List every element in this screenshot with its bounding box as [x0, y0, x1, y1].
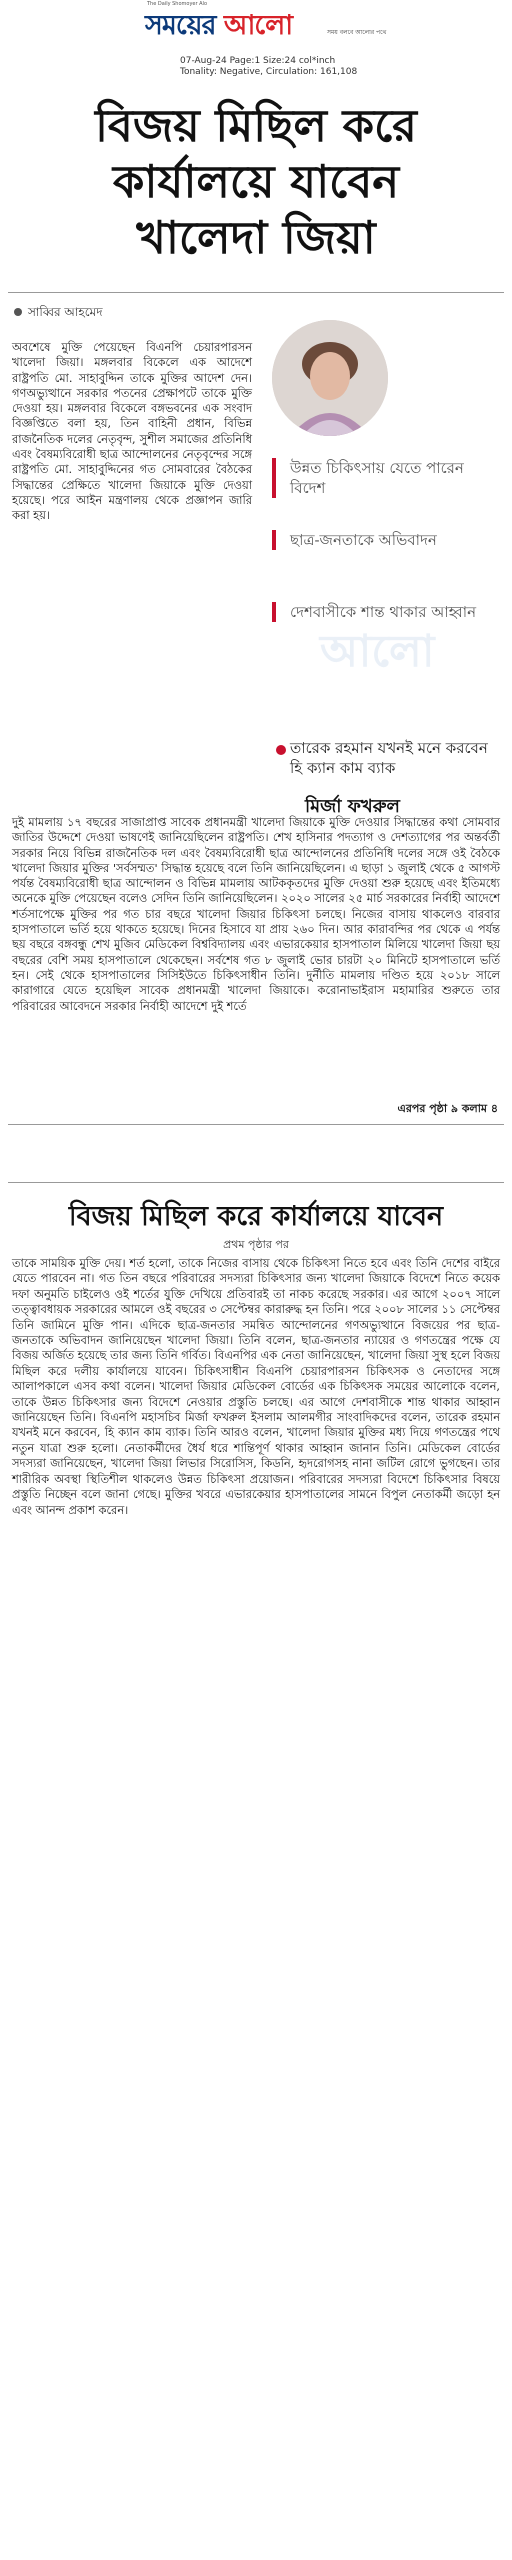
- clipping-meta: [180, 56, 357, 78]
- continued-from: প্রথম পৃষ্ঠার পর: [223, 1238, 289, 1251]
- masthead: [0, 0, 512, 52]
- article-body-part-1: অবশেষে মুক্তি পেয়েছেন বিএনপি চেয়ারপারসন খালেদা জিয়া। মঙ্গলবার বিকেলে এক আদেশে রাষ্ট্রপতি মো. সাহাবুদ্দিন তাকে মুক্তির আদেশ দেন। গণঅভ্যুত্থানে সরকার পতনের প্রেক্ষাপটে তাকে মুক্তি দেওয়া হয়। মঙ্গলবার বিকেলে বঙ্গভবনের এক সংবাদ বিজ্ঞপ্তিতে বলা হয়, তিন বাহিনী প্রধান, বিভিন্ন রাজনৈতিক দলের নেতৃবৃন্দ, সুশীল সমাজের প্রতিনিধি এবং বৈষম্যবিরোধী ছাত্র আন্দোলনের নেতৃবৃন্দের সঙ্গে রাষ্ট্রপতি মো. সাহাবুদ্দিনের গত সোমবারের বৈঠকের সিদ্ধান্তের প্রেক্ষিতে খালেদা জিয়াকে মুক্তি দেওয়া হয়েছে। পরে আইন মন্ত্রণালয় থেকে প্রজ্ঞাপন জারি করা হয়।: [12, 340, 252, 523]
- pull-quote-3: দেশবাসীকে শান্ত থাকার আহ্বান: [272, 602, 502, 622]
- pull-quote-1: উন্নত চিকিৎসায় যেতে পারেন বিদেশ: [272, 458, 502, 498]
- logo-part-2: আলো: [223, 10, 293, 41]
- headline-line-2: কার্যালয়ে যাবেন: [112, 155, 400, 208]
- logo-subtitle: সময় বলবে আলোর পথে: [327, 29, 387, 36]
- article-page9: তাকে সাময়িক মুক্তি দেয়। শর্ত হলো, তাকে নিজের বাসায় থেকে চিকিৎসা নিতে হবে এবং তিনি দেশের বাইরে যেতে পারবেন না। গত তিন বছরে পরিবারের সদস্যরা চিকিৎসার জন্য খালেদা জিয়াকে বিদেশে নিতে কয়েক দফা অনুমতি চাইলেও ওই শর্তের যুক্তি দেখিয়ে প্রতিবারই তা নাকচ করেছে সরকার। এর আগে ২০০৭ সালে তত্ত্বাবধায়ক সরকারের আমলে ওই বছরের ৩ সেপ্টেম্বর কারারুদ্ধ হন তিনি। পরে ২০০৮ সালের ১১ সেপ্টেম্বর তিনি জামিনে মুক্তি পান। এদিকে ছাত্র-জনতার সমন্বিত আন্দোলনের গণঅভ্যুত্থানে বিজয়ের পর ছাত্র-জনতাকে অভিবাদন জানিয়েছেন খালেদা জিয়া। তিনি বলেন, ছাত্র-জনতার ন্যায়ের ও গণতন্ত্রের পক্ষে যে বিজয় অর্জিত হয়েছে তার জন্য তিনি গর্বিত। বিএনপির এক নেতা জানিয়েছেন, খালেদা জিয়া সুস্থ হলে বিজয় মিছিল করে দলীয় কার্যালয়ে যাবেন। চিকিৎসাধীন বিএনপি চেয়ারপারসন চিকিৎসক ও নেতাদের সঙ্গে আলাপকালে এসব কথা বলেন। খালেদা জিয়ার মেডিকেল বোর্ডের এক চিকিৎসক সময়ের আলোকে বলেন, তাকে উন্নত চিকিৎসার জন্য বিদেশে নেওয়ার প্রস্তুতি চলছে। এর আগে দেশবাসীকে শান্ত থাকার আহ্বান জানিয়েছেন তিনি। বিএনপি মহাসচিব মির্জা ফখরুল ইসলাম আলমগীর সাংবাদিকদের বলেন, তারেক রহমান যখনই মনে করবেন, হি ক্যান কাম ব্যাক। তিনি আরও বলেন, খালেদা জিয়ার মুক্তির মধ্য দিয়ে গণতন্ত্রের পথে নতুন যাত্রা শুরু হলো। নেতাকর্মীদের ধৈর্য ধরে শান্তিপূর্ণ থাকার আহ্বান জানান তিনি। মেডিকেল বোর্ডের সদস্যরা জানিয়েছেন, খালেদা জিয়া লিভার সিরোসিস, কিডনি, হৃদরোগসহ নানা জটিল রোগে ভুগছেন। তার শারীরিক অবস্থা স্থিতিশীল থাকলেও উন্নত চিকিৎসা প্রয়োজন। পরিবারের সদস্যরা বিদেশে চিকিৎসার বিষয়ে প্রস্তুতি নিচ্ছেন বলে জানা গেছে। মুক্তির খবরে এভারকেয়ার হাসপাতালের সামনে বিপুল নেতাকর্মী জড়ো হন এবং আনন্দ প্রকাশ করেন।: [12, 1256, 500, 1517]
- headline-line-3: খালেদা জিয়া: [136, 211, 376, 264]
- divider: [8, 292, 504, 293]
- byline: [14, 304, 103, 324]
- pull-quote-4: তারেক রহমান যখনই মনে করবেন হি ক্যান কাম ব্যাক: [290, 739, 488, 777]
- newspaper-logo: [145, 5, 292, 50]
- watermark: আলো: [320, 626, 435, 677]
- continued-note: এরপর পৃষ্ঠা ৯ কলাম ৪: [397, 1102, 498, 1115]
- meta-line-1: 07-Aug-24 Page:1 Size:24 col*inch: [180, 56, 336, 66]
- masthead-tagline: The Daily Shomoyer Alo: [147, 1, 208, 7]
- headline-line-1: বিজয় মিছিল করে: [95, 99, 417, 152]
- bullet-icon: [14, 308, 22, 316]
- portrait-photo: [272, 320, 388, 436]
- pull-quote-2: ছাত্র-জনতাকে অভিবাদন: [272, 530, 502, 550]
- author-name: সাব্বির আহমেদ: [28, 305, 103, 319]
- article-body-part-2: দুই মামলায় ১৭ বছরের সাজাপ্রাপ্ত সাবেক প্রধানমন্ত্রী খালেদা জিয়াকে মুক্তি দেওয়ার সিদ্ধান্তের কথা সোমবার জাতির উদ্দেশে দেওয়া ভাষণেই জানিয়েছিলেন রাষ্ট্রপতি। শেখ হাসিনার পদত্যাগ ও দেশত্যাগের পর অন্তর্বর্তী সরকার নিয়ে বিভিন্ন রাজনৈতিক দল এবং বৈষম্যবিরোধী ছাত্র আন্দোলনের প্রতিনিধি দলের সঙ্গে ওই বৈঠকে খালেদা জিয়ার মুক্তির 'সর্বসম্মত' সিদ্ধান্ত হয়েছে বলে তিনি জানিয়েছিলেন। এ ছাড়া ১ জুলাই থেকে ৫ আগস্ট পর্যন্ত বৈষম্যবিরোধী ছাত্র আন্দোলন ও বিভিন্ন মামলায় আটককৃতদের মুক্তি দেওয়া শুরু হয়েছে এবং ইতিমধ্যে অনেকে মুক্তি পেয়েছেন বলেও সেদিন তিনি জানিয়েছিলেন। ২০২০ সালের ২৫ মার্চ সরকারের নির্বাহী আদেশে শর্তসাপেক্ষে মুক্তির পর গত চার বছরে খালেদা জিয়ার চিকিৎসা চলছে। নিজের বাসায় থাকলেও বারবার হাসপাতালে ভর্তি হয়ে থাকতে হয়েছে। দিনের হিসাবে যা প্রায় ২৬০ দিন। আর কারাবন্দির পর থেকে এ পর্যন্ত ছয় বছরে বঙ্গবন্ধু শেখ মুজিব মেডিকেল বিশ্ববিদ্যালয় এবং এভারকেয়ার হাসপাতাল মিলিয়ে খালেদা জিয়া ছয় বছরের বেশি সময় হাসপাতালে থেকেছেন। সর্বশেষ গত ৮ জুলাই ভোর চারটা ২০ মিনিটে হাসপাতালে ভর্তি হন। সেই থেকে হাসপাতালের সিসিইউতে চিকিৎসাধীন তিনি। দুর্নীতি মামলায় দণ্ডিত হয়ে ২০১৮ সালে কারাগারে যেতে হয়েছিল সাবেক প্রধানমন্ত্রী খালেদা জিয়াকে। করোনাভাইরাস মহামারির শুরুতে তার পরিবারের আবেদনে সরকার নির্বাহী আদেশে দুই শর্তে: [12, 815, 500, 1013]
- portrait-illustration: [272, 320, 388, 436]
- pull-quote-attribution: মির্জা ফখরুল: [305, 796, 400, 817]
- continuation-headline: বিজয় মিছিল করে কার্যালয়ে যাবেন: [68, 1201, 444, 1232]
- divider: [8, 1182, 504, 1183]
- meta-line-2: Tonality: Negative, Circulation: 161,108: [180, 67, 358, 77]
- logo-part-1: সময়ের: [145, 10, 224, 41]
- page-title: [0, 98, 512, 266]
- divider: [8, 1124, 504, 1125]
